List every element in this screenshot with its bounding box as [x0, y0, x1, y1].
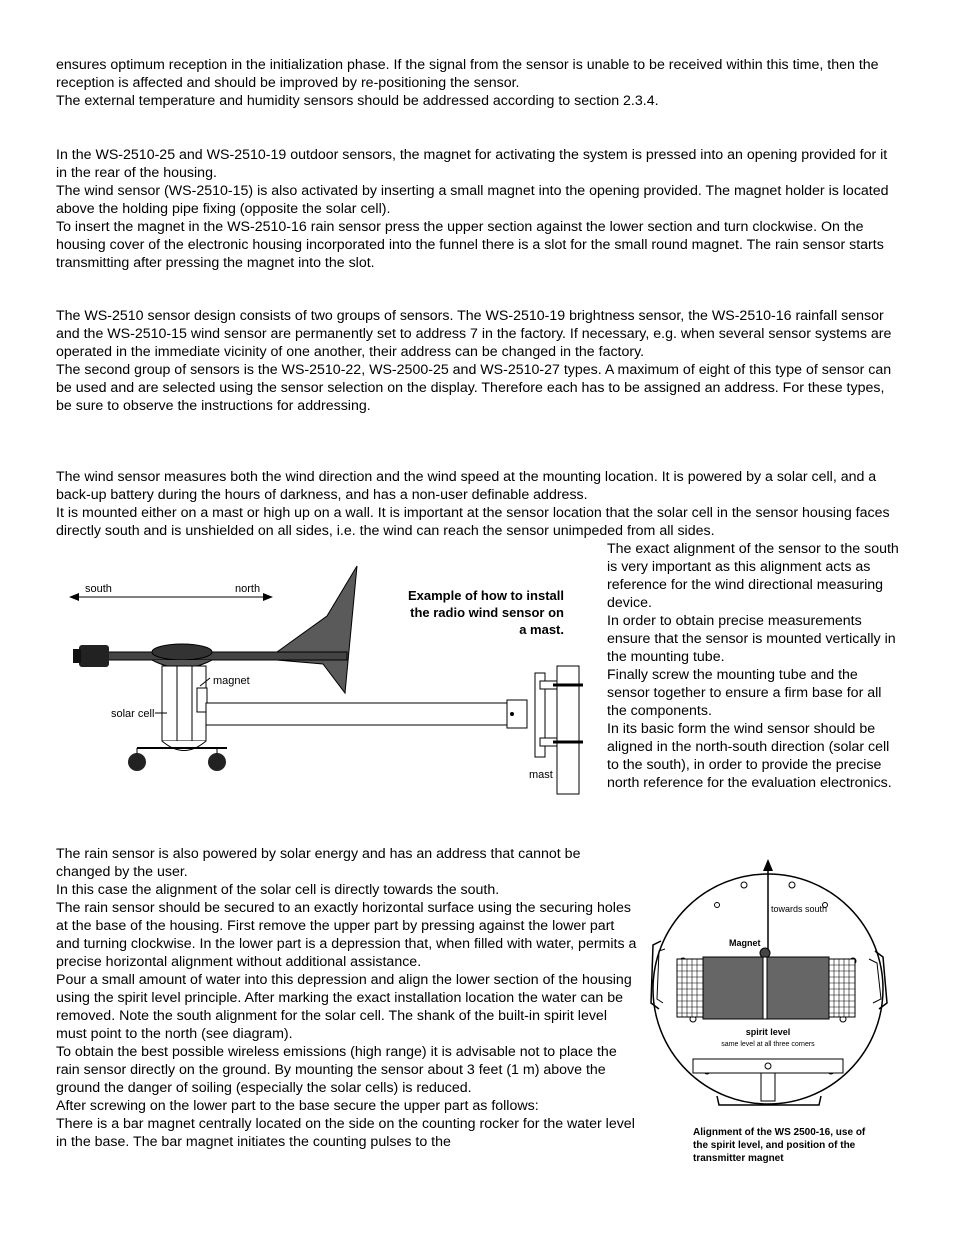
anemometer-cup-left [128, 753, 146, 771]
anemometer-cup-right [208, 753, 226, 771]
vane-counterweight [79, 645, 109, 667]
same-level-label: same level at all three corners [721, 1041, 815, 1048]
wind-side-text [607, 540, 902, 792]
intro-text-2: The external temperature and humidity sensors should be addressed according to section 2.3.4. [56, 93, 659, 109]
grid-left [677, 959, 703, 1017]
rain-section [56, 845, 638, 1151]
magnet-section [56, 146, 901, 272]
wind-caption-2: the radio wind sensor on [410, 605, 564, 620]
mounting-arm [206, 703, 511, 725]
rain-caption-1: Alignment of the WS 2500-16, use of [693, 1127, 866, 1138]
south-label: south [85, 583, 112, 595]
towards-south-label: towards south [771, 904, 828, 914]
rain-text-1: The rain sensor is also powered by solar energy and has an address that cannot be changed by the user. [56, 846, 581, 880]
wind-caption-1: Example of how to install [407, 588, 564, 603]
intro-text-1: ensures optimum reception in the initialization phase. If the signal from the sensor is unable to be received within this time, then the reception is affected and should be improved by re-positioning the sensor. [56, 57, 879, 91]
spirit-level-shank [761, 1073, 775, 1101]
grid-right [829, 959, 855, 1017]
address-section [56, 307, 901, 415]
rain-text-7: There is a bar magnet centrally located on the side on the counting rocker for the water level in the base. The bar magnet initiates the counting pulses to the [56, 1116, 635, 1150]
north-label: north [235, 583, 261, 595]
rain-text-6: After screwing on the lower part to the base secure the upper part as follows: [56, 1098, 539, 1114]
address-text-2: The second group of sensors is the WS-2510-22, WS-2500-25 and WS-2510-27 types. A maximum of eight of this type of sensor can be used and are selected using the sensor selection on the display. Therefore each has to be assigned an address. For these types, be sure to observe the instructions for addressing. [56, 362, 892, 414]
wind-section [56, 468, 901, 540]
intro-block [56, 56, 901, 110]
wind-side-1: The exact alignment of the sensor to the south is very important as this alignment acts as reference for the wind directional measuring device. [607, 541, 899, 611]
vane-shaft [87, 652, 347, 660]
rain-text-2: In this case the alignment of the solar cell is directly towards the south. [56, 882, 500, 898]
wind-sensor-figure [57, 548, 599, 800]
mast-label: mast [529, 769, 553, 781]
rain-text-4: Pour a small amount of water into this depression and align the lower section of the housing using the spirit level principle. After marking the exact installation location the water can be removed. Note the south alignment for the solar cell. The shank of the built-in spirit level must point to the north (see diagram). [56, 972, 632, 1042]
rain-sensor-figure [647, 853, 897, 1168]
rain-caption-2: the spirit level, and position of the [693, 1140, 856, 1151]
rain-text-3: The rain sensor should be secured to an exactly horizontal surface using the securing holes at the base of the housing. First remove the upper part by pressing against the lower part and turning clockwise. In the lower part is a depression that, when filled with water, permits a precise horizontal alignment without additional assistance. [56, 900, 637, 970]
spirit-level-label: spirit level [745, 1027, 791, 1037]
wind-side-3: Finally screw the mounting tube and the sensor together to ensure a firm base for all the components. [607, 667, 882, 719]
address-text-1: The WS-2510 sensor design consists of two groups of sensors. The WS-2510-19 brightness sensor, the WS-2510-16 rainfall sensor and the WS-2510-15 wind sensor are permanently set to address 7 in the factory. If necessary, e.g. when several sensor systems are operated in the immediate vicinity of one another, their address can be changed in the factory. [56, 308, 892, 360]
magnet-label-rain: Magnet [729, 938, 761, 948]
solar-cell-label: solar cell [111, 708, 155, 720]
wind-side-2: In order to obtain precise measurements ensure that the sensor is mounted vertically in the mounting tube. [607, 613, 896, 665]
rain-caption-3: transmitter magnet [693, 1153, 784, 1164]
rain-text-5: To obtain the best possible wireless emissions (high range) it is advisable not to place the rain sensor directly on the ground. By mounting the sensor about 3 feet (1 m) above the ground the danger of soiling (especially the solar cells) is reduced. [56, 1044, 617, 1096]
magnet-label: magnet [213, 675, 250, 687]
magnet-text-2: The wind sensor (WS-2510-15) is also activated by inserting a small magnet into the opening provided. The magnet holder is located above the holding pipe fixing (opposite the solar cell). [56, 183, 889, 217]
magnet-text-3: To insert the magnet in the WS-2510-16 rain sensor press the upper section against the lower section and turn clockwise. On the housing cover of the electronic housing incorporated into the funnel there is a slot for the small round magnet. The rain sensor starts transmitting after pressing the magnet into the slot. [56, 219, 884, 271]
spirit-level-bar [693, 1059, 843, 1073]
magnet-text-1: In the WS-2510-25 and WS-2510-19 outdoor sensors, the magnet for activating the system is pressed into an opening provided for it in the rear of the housing. [56, 147, 888, 181]
wind-text-2: It is mounted either on a mast or high up on a wall. It is important at the sensor location that the solar cell in the sensor housing faces directly south and is unshielded on all sides, i.e. the wind can reach the sensor unimpeded from all sides. [56, 505, 890, 539]
wind-caption-3: a mast. [519, 622, 564, 637]
wind-side-4: In its basic form the wind sensor should be aligned in the north-south direction (solar cell to the south), in order to provide the precise north reference for the evaluation electronics. [607, 721, 892, 791]
wind-text-1: The wind sensor measures both the wind direction and the wind speed at the mounting location. It is powered by a solar cell, and a back-up battery during the hours of darkness, and has a non-user definable address. [56, 469, 877, 503]
